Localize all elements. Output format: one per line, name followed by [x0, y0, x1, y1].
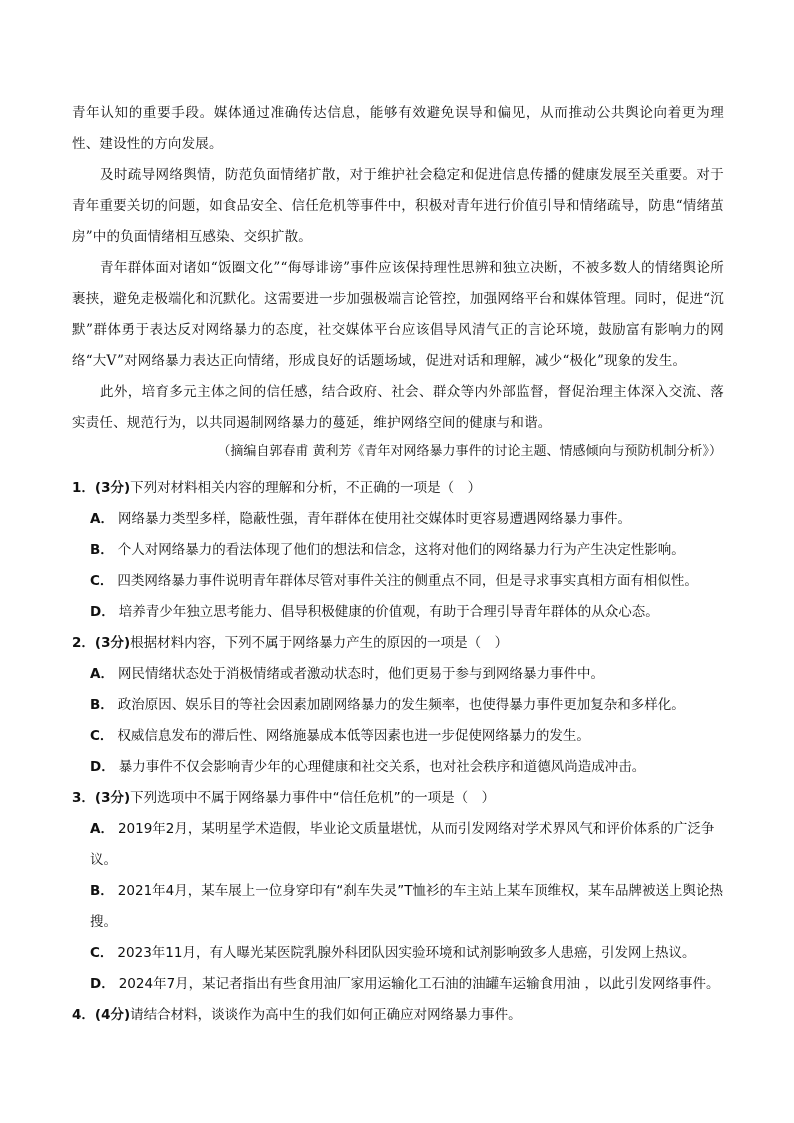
option-text: 政治原因、娱乐目的等社会因素加剧网络暴力的发生频率，也使得暴力事件更加复杂和多样化。 [117, 697, 685, 713]
option-text: 2019年2月，某明星学术造假，毕业论文质量堪忧，从而引发网络对学术界风气和评价体系的广泛争议。 [90, 821, 715, 868]
question-number: 2． [72, 635, 95, 651]
question-list [72, 473, 732, 1031]
question-stem [72, 1000, 732, 1031]
option-text: 权威信息发布的滞后性、网络施暴成本低等因素也进一步促使网络暴力的发生。 [117, 728, 590, 744]
option-letter: C． [90, 728, 114, 744]
option-letter: D． [90, 759, 115, 775]
question-stem [72, 473, 732, 504]
answer-option-a[interactable] [90, 504, 732, 535]
answer-option-d[interactable] [90, 597, 732, 628]
answer-option-b[interactable] [90, 690, 732, 721]
question-number: 3． [72, 790, 95, 806]
passage-paragraph: 青年认知的重要手段。媒体通过准确传达信息，能够有效避免误导和偏见，从而推动公共舆论向着更为理性、建设性的方向发展。 [72, 105, 724, 152]
question-3 [72, 783, 732, 1000]
option-letter: B． [90, 883, 114, 899]
option-letter: C． [90, 573, 114, 589]
option-letter: D． [90, 604, 115, 620]
question-4 [72, 1000, 732, 1031]
option-letter: A． [90, 666, 114, 682]
source-citation: （摘编自郭春甫 黄利芳《青年对网络暴力事件的讨论主题、情感倾向与预防机制分析》） [217, 444, 722, 459]
option-text: 培养青少年独立思考能力、倡导积极健康的价值观，有助于合理引导青年群体的从众心态。 [118, 604, 659, 620]
answer-option-c[interactable] [90, 566, 732, 597]
answer-option-a[interactable] [90, 814, 732, 876]
question-stem [72, 628, 732, 659]
option-text: 网络暴力类型多样，隐蔽性强，青年群体在使用社交媒体时更容易遭遇网络暴力事件。 [117, 511, 631, 527]
question-score: (3分) [94, 635, 131, 651]
option-text: 四类网络暴力事件说明青年群体尽管对事件关注的侧重点不同，但是寻求事实真相方面有相似性。 [117, 573, 698, 589]
option-letter: B． [90, 697, 114, 713]
option-text: 个人对网络暴力的看法体现了他们的想法和信念，这将对他们的网络暴力行为产生决定性影响。 [117, 542, 685, 558]
passage-paragraph: 及时疏导网络舆情，防范负面情绪扩散，对于维护社会稳定和促进信息传播的健康发展至关重要。对于青年重要关切的问题，如食品安全、信任危机等事件中，积极对青年进行价值引导和情绪疏导，防患“情绪茧房”中的负面情绪相互感染、交织扩散。 [72, 167, 724, 245]
answer-option-d[interactable] [90, 969, 732, 1000]
answer-option-b[interactable] [90, 535, 732, 566]
question-1 [72, 473, 732, 628]
passage-paragraph: 青年群体面对诸如“饭圈文化”“侮辱诽谤”事件应该保持理性思辨和独立决断，不被多数人的情绪舆论所裹挟，避免走极端化和沉默化。这需要进一步加强极端言论管控，加强网络平台和媒体管理。同时，促进“沉默”群体勇于表达反对网络暴力的态度，社交媒体平台应该倡导风清气正的言论环境，鼓励富有影响力的网络“大V”对网络暴力表达正向情绪，形成良好的话题场域，促进对话和理解，减少“极化”现象的发生。 [72, 260, 724, 369]
question-stem [72, 783, 732, 814]
question-score: (3分) [94, 480, 131, 496]
question-score: (3分) [94, 790, 131, 806]
reading-passage [72, 98, 724, 439]
answer-option-d[interactable] [90, 752, 732, 783]
option-text: 2021年4月，某车展上一位身穿印有“刹车失灵”T恤衫的车主站上某车顶维权，某车品牌被送上舆论热搜。 [90, 883, 723, 930]
answer-option-c[interactable] [90, 938, 732, 969]
question-number: 4． [72, 1007, 95, 1023]
question-number: 1． [72, 480, 95, 496]
answer-option-a[interactable] [90, 659, 732, 690]
question-score: (4分) [94, 1007, 131, 1023]
answer-option-c[interactable] [90, 721, 732, 752]
option-letter: C． [90, 945, 114, 961]
option-text: 暴力事件不仅会影响青少年的心理健康和社交关系，也对社会秩序和道德风尚造成冲击。 [118, 759, 646, 775]
question-text: 下列选项中不属于网络暴力事件中“信任危机”的一项是（ ） [130, 790, 496, 806]
option-letter: A． [90, 821, 114, 837]
option-letter: D． [90, 976, 115, 992]
option-text: 2023年11月，有人曝光某医院乳腺外科团队因实验环境和试剂影响致多人患癌，引发网上热议。 [117, 945, 696, 961]
option-text: 2024年7月，某记者指出有些食用油厂家用运输化工石油的油罐车运输食用油 ，以此引发网络事件。 [118, 976, 720, 992]
option-text: 网民情绪状态处于消极情绪或者激动状态时，他们更易于参与到网络暴力事件中。 [117, 666, 604, 682]
answer-option-b[interactable] [90, 876, 732, 938]
question-text: 请结合材料，谈谈作为高中生的我们如何正确应对网络暴力事件。 [130, 1007, 522, 1023]
option-letter: B． [90, 542, 114, 558]
passage-paragraph: 此外，培育多元主体之间的信任感，结合政府、社会、群众等内外部监督，督促治理主体深入交流、落实责任、规范行为，以共同遏制网络暴力的蔓延，维护网络空间的健康与和谐。 [72, 384, 724, 431]
option-letter: A． [90, 511, 114, 527]
question-2 [72, 628, 732, 783]
question-text: 根据材料内容，下列不属于网络暴力产生的原因的一项是（ ） [130, 635, 509, 651]
question-text: 下列对材料相关内容的理解和分析，不正确的一项是（ ） [130, 480, 482, 496]
